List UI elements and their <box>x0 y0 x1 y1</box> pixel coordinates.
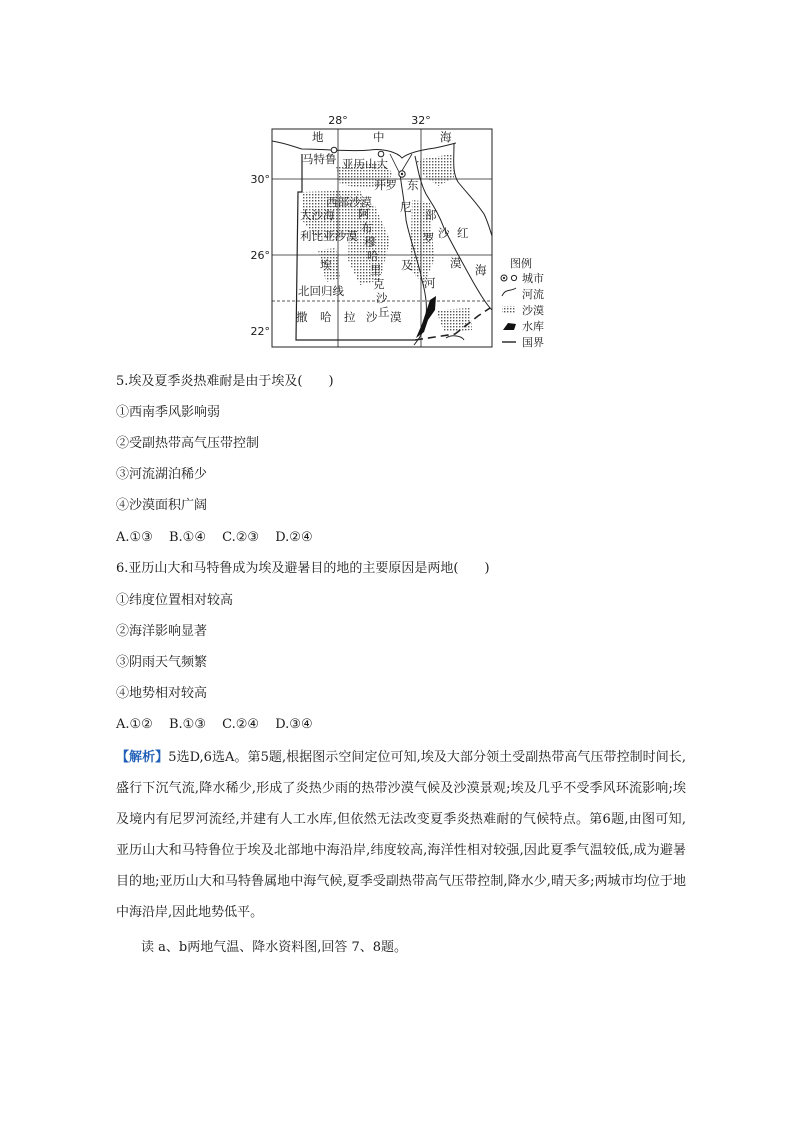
q5-options <box>116 530 325 546</box>
legend-river: 河流 <box>522 288 544 301</box>
label-abu-6: 克 <box>373 277 385 291</box>
label-abu-7: 沙 <box>376 291 388 305</box>
label-tropic: 北回归线 <box>298 284 344 298</box>
label-matrouh: 马特鲁 <box>302 152 337 166</box>
label-sea-di: 地 <box>312 130 324 144</box>
label-east-2: 尼 <box>400 200 412 214</box>
q5-option-a: A.①③ <box>116 530 153 545</box>
label-west-desert: 西部沙漠 <box>326 195 372 209</box>
label-abu-3: 穆 <box>364 235 376 249</box>
legend-city-icon <box>511 275 516 280</box>
q6-item-2: ②海洋影响显著 <box>116 624 208 639</box>
q6-option-b: B.①③ <box>168 717 206 732</box>
next-instruction: 读 a、b两地气温、降水资料图,回答 7、8题。 <box>141 940 408 955</box>
label-abu-5: 里 <box>370 263 382 277</box>
legend-desert: 沙漠 <box>522 304 544 317</box>
legend-desert-icon <box>502 306 516 314</box>
lat-label-22: 22° <box>250 325 270 338</box>
q6-option-c: C.②④ <box>222 717 260 732</box>
label-sahara-4: 沙 <box>366 310 378 324</box>
label-red-sea-hong: 红 <box>457 226 469 240</box>
label-sahara-2: 哈 <box>320 310 332 324</box>
lat-label-30: 30° <box>250 173 270 186</box>
desert-area-sinai <box>416 154 454 186</box>
label-red-sea-hai: 海 <box>475 263 487 277</box>
label-sahara-3: 拉 <box>344 310 356 324</box>
label-sea-hai: 海 <box>440 130 452 144</box>
legend-river-icon <box>502 288 516 296</box>
label-egypt-ji: 及 <box>401 258 413 272</box>
label-sahara-1: 撒 <box>296 310 308 324</box>
q5-option-d: D.②④ <box>275 530 313 545</box>
label-abu-1: 阿 <box>358 207 370 221</box>
egypt-map <box>240 110 590 350</box>
label-abu-2: 布 <box>361 221 373 235</box>
red-sea-coast-east <box>454 143 492 236</box>
alexandria-city <box>378 151 384 157</box>
label-great-sand-sea: 大沙海 <box>300 208 335 222</box>
q5-stem: 5.埃及夏季炎热难耐是由于埃及( ) <box>116 374 334 389</box>
label-he: 河 <box>424 276 436 290</box>
q6-item-1: ①纬度位置相对较高 <box>116 593 234 608</box>
q6-option-d: D.③④ <box>275 717 313 732</box>
label-sea-zhong: 中 <box>373 130 385 144</box>
analysis-text: 5选D,6选A。第5题,根据图示空间定位可知,埃及大部分领土受副热带高气压带控制时间长,盛行下沉气流,降水稀少,形成了炎热少雨的热带沙漠气候及沙漠景观;埃及几乎不受季风环流影响;埃及境内有尼罗河流经,并建有人工水库,但依然无法改变夏季炎热难耐的气候特点。第6题,由图可知,亚历山大和马特鲁位于埃及北部地中海沿岸,纬度较高,海洋性相对较强,因此夏季气温较低,成为避暑目的地;亚历山大和马特鲁属地中海气候,夏季受副热带高气压带控制,降水少,晴天多;两城市均位于地中海沿岸,因此地势低平。 <box>116 750 686 920</box>
egypt-map-svg <box>240 110 590 350</box>
q5-option-c: C.②③ <box>222 530 260 545</box>
analysis-tag: 【解析】 <box>116 750 169 765</box>
q6-item-4: ④地势相对较高 <box>116 686 208 701</box>
q5-item-1: ①西南季风影响弱 <box>116 405 221 420</box>
halaib-curve <box>446 336 464 340</box>
q6-option-a: A.①② <box>116 717 153 732</box>
legend-title: 图例 <box>510 257 532 270</box>
q5-item-3: ③河流湖泊稀少 <box>116 467 208 482</box>
label-east-3: 部 <box>425 208 437 222</box>
label-libyan-desert: 利比亚沙漠 <box>300 229 358 243</box>
label-east-5: 沙 <box>438 226 450 240</box>
coastline <box>272 141 456 158</box>
label-east-6: 漠 <box>450 256 462 270</box>
label-east-1: 东 <box>407 178 419 192</box>
legend-reservoir-icon <box>503 323 516 330</box>
analysis-block <box>116 742 686 928</box>
cairo-capital-dot <box>401 173 403 175</box>
label-egypt-ai: 埃 <box>320 258 332 272</box>
label-alexandria: 亚历山大 <box>342 157 388 171</box>
label-abu-8: 丘 <box>378 305 390 319</box>
legend-city: 城市 <box>522 272 544 285</box>
lon-label-32: 32° <box>411 114 431 127</box>
q6-stem: 6.亚历山大和马特鲁成为埃及避暑目的地的主要原因是两地( ) <box>116 561 490 576</box>
legend-reservoir: 水库 <box>522 320 544 333</box>
q6-item-3: ③阴雨天气频繁 <box>116 655 208 670</box>
legend-border: 国界 <box>522 336 544 349</box>
desert-area-south <box>436 308 472 332</box>
label-cairo: 开罗 <box>374 178 397 192</box>
q6-options <box>116 717 325 733</box>
lat-label-26: 26° <box>250 249 270 262</box>
lon-label-28: 28° <box>328 114 348 127</box>
q5-item-2: ②受副热带高气压带控制 <box>116 436 260 451</box>
label-east-4: 罗 <box>423 231 435 245</box>
map-legend <box>501 256 544 349</box>
label-sahara-5: 漠 <box>390 310 402 324</box>
q5-item-4: ④沙漠面积广阔 <box>116 498 208 513</box>
q5-option-b: B.①④ <box>168 530 206 545</box>
label-abu-4: 哈 <box>367 249 379 263</box>
